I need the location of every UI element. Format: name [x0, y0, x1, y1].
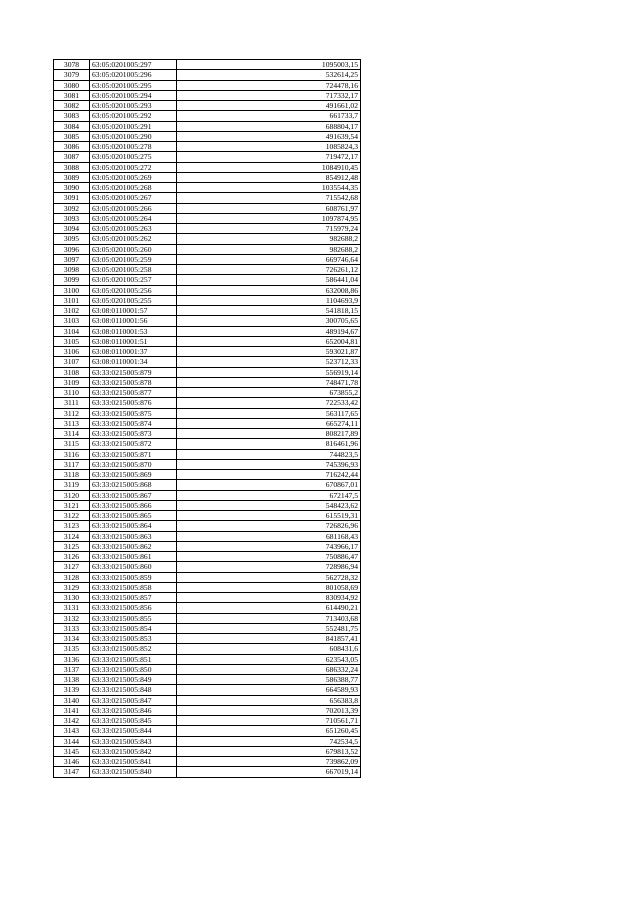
row-number-cell: 3147: [54, 767, 90, 777]
table-row: [54, 429, 361, 439]
value-cell: 742534,5: [177, 736, 361, 746]
cadastral-number-cell: 63:33:0215005:856: [90, 603, 177, 613]
cadastral-number-cell: 63:33:0215005:867: [90, 490, 177, 500]
row-number-cell: 3095: [54, 234, 90, 244]
value-cell: 715542,68: [177, 193, 361, 203]
row-number-cell: 3145: [54, 746, 90, 756]
row-number-cell: 3084: [54, 121, 90, 131]
table-row: [54, 275, 361, 285]
table-row: [54, 326, 361, 336]
row-number-cell: 3105: [54, 336, 90, 346]
value-cell: 801058,69: [177, 582, 361, 592]
value-cell: 300705,65: [177, 316, 361, 326]
table-row: [54, 193, 361, 203]
cadastral-number-cell: 63:05:0201005:267: [90, 193, 177, 203]
cadastral-number-cell: 63:05:0201005:260: [90, 244, 177, 254]
value-cell: 1085824,3: [177, 142, 361, 152]
cadastral-number-cell: 63:08:0110001:53: [90, 326, 177, 336]
value-cell: 982688,2: [177, 244, 361, 254]
cadastral-number-cell: 63:33:0215005:846: [90, 705, 177, 715]
value-cell: 710561,71: [177, 716, 361, 726]
value-cell: 686332,24: [177, 664, 361, 674]
table-row: [54, 736, 361, 746]
row-number-cell: 3135: [54, 644, 90, 654]
row-number-cell: 3139: [54, 685, 90, 695]
cadastral-number-cell: 63:33:0215005:877: [90, 388, 177, 398]
value-cell: 726261,12: [177, 265, 361, 275]
table-row: [54, 234, 361, 244]
table-row: [54, 172, 361, 182]
row-number-cell: 3138: [54, 675, 90, 685]
table-row: [54, 121, 361, 131]
table-row: [54, 480, 361, 490]
cadastral-number-cell: 63:33:0215005:847: [90, 695, 177, 705]
table-row: [54, 757, 361, 767]
table-row: [54, 675, 361, 685]
table-row: [54, 500, 361, 510]
row-number-cell: 3078: [54, 60, 90, 70]
table-row: [54, 265, 361, 275]
row-number-cell: 3098: [54, 265, 90, 275]
table-row: [54, 336, 361, 346]
table-row: [54, 654, 361, 664]
value-cell: 491661,02: [177, 101, 361, 111]
table-row: [54, 603, 361, 613]
cadastral-number-cell: 63:33:0215005:855: [90, 613, 177, 623]
row-number-cell: 3136: [54, 654, 90, 664]
value-cell: 523712,33: [177, 357, 361, 367]
row-number-cell: 3094: [54, 224, 90, 234]
table-row: [54, 572, 361, 582]
table-row: [54, 685, 361, 695]
table-row: [54, 101, 361, 111]
row-number-cell: 3085: [54, 131, 90, 141]
cadastral-number-cell: 63:08:0110001:51: [90, 336, 177, 346]
cadastral-number-cell: 63:05:0201005:294: [90, 90, 177, 100]
table-row: [54, 377, 361, 387]
value-cell: 1095003,15: [177, 60, 361, 70]
row-number-cell: 3133: [54, 623, 90, 633]
row-number-cell: 3123: [54, 521, 90, 531]
value-cell: 623543,05: [177, 654, 361, 664]
table-row: [54, 552, 361, 562]
cadastral-number-cell: 63:33:0215005:850: [90, 664, 177, 674]
row-number-cell: 3141: [54, 705, 90, 715]
value-cell: 748471,78: [177, 377, 361, 387]
cadastral-number-cell: 63:33:0215005:843: [90, 736, 177, 746]
table-row: [54, 521, 361, 531]
cadastral-number-cell: 63:05:0201005:278: [90, 142, 177, 152]
cadastral-number-cell: 63:05:0201005:266: [90, 203, 177, 213]
cadastral-number-cell: 63:05:0201005:264: [90, 213, 177, 223]
table-row: [54, 285, 361, 295]
cadastral-number-cell: 63:05:0201005:268: [90, 183, 177, 193]
table-row: [54, 531, 361, 541]
cadastral-number-cell: 63:05:0201005:256: [90, 285, 177, 295]
cadastral-number-cell: 63:08:0110001:57: [90, 306, 177, 316]
value-cell: 593021,87: [177, 347, 361, 357]
table-row: [54, 439, 361, 449]
row-number-cell: 3115: [54, 439, 90, 449]
value-cell: 726826,96: [177, 521, 361, 531]
value-cell: 548423,62: [177, 500, 361, 510]
cadastral-number-cell: 63:08:0110001:37: [90, 347, 177, 357]
table-row: [54, 644, 361, 654]
table-row: [54, 244, 361, 254]
row-number-cell: 3092: [54, 203, 90, 213]
row-number-cell: 3102: [54, 306, 90, 316]
cadastral-number-cell: 63:33:0215005:859: [90, 572, 177, 582]
table-row: [54, 203, 361, 213]
row-number-cell: 3128: [54, 572, 90, 582]
cadastral-number-cell: 63:33:0215005:871: [90, 449, 177, 459]
table-row: [54, 367, 361, 377]
table-row: [54, 90, 361, 100]
cadastral-number-cell: 63:05:0201005:262: [90, 234, 177, 244]
value-cell: 679813,52: [177, 746, 361, 756]
value-cell: 982688,2: [177, 234, 361, 244]
table-row: [54, 254, 361, 264]
table-row: [54, 634, 361, 644]
row-number-cell: 3118: [54, 470, 90, 480]
cadastral-number-cell: 63:05:0201005:269: [90, 172, 177, 182]
table-row: [54, 623, 361, 633]
row-number-cell: 3080: [54, 80, 90, 90]
table-row: [54, 60, 361, 70]
table-row: [54, 70, 361, 80]
table-row: [54, 726, 361, 736]
row-number-cell: 3130: [54, 593, 90, 603]
value-cell: 670867,01: [177, 480, 361, 490]
row-number-cell: 3132: [54, 613, 90, 623]
row-number-cell: 3111: [54, 398, 90, 408]
cadastral-number-cell: 63:33:0215005:854: [90, 623, 177, 633]
value-cell: 532614,25: [177, 70, 361, 80]
cadastral-number-cell: 63:33:0215005:868: [90, 480, 177, 490]
row-number-cell: 3134: [54, 634, 90, 644]
value-cell: 743966,17: [177, 541, 361, 551]
value-cell: 489194,67: [177, 326, 361, 336]
table-row: [54, 295, 361, 305]
row-number-cell: 3097: [54, 254, 90, 264]
table-row: [54, 388, 361, 398]
row-number-cell: 3109: [54, 377, 90, 387]
cadastral-number-cell: 63:33:0215005:860: [90, 562, 177, 572]
cadastral-number-cell: 63:33:0215005:842: [90, 746, 177, 756]
table-row: [54, 459, 361, 469]
table-row: [54, 316, 361, 326]
value-cell: 724478,16: [177, 80, 361, 90]
row-number-cell: 3122: [54, 511, 90, 521]
value-cell: 713403,68: [177, 613, 361, 623]
value-cell: 667019,14: [177, 767, 361, 777]
value-cell: 552481,75: [177, 623, 361, 633]
cadastral-number-cell: 63:05:0201005:290: [90, 131, 177, 141]
row-number-cell: 3113: [54, 418, 90, 428]
row-number-cell: 3125: [54, 541, 90, 551]
row-number-cell: 3119: [54, 480, 90, 490]
value-cell: 688804,17: [177, 121, 361, 131]
row-number-cell: 3099: [54, 275, 90, 285]
value-cell: 491639,54: [177, 131, 361, 141]
cadastral-number-cell: 63:33:0215005:873: [90, 429, 177, 439]
row-number-cell: 3114: [54, 429, 90, 439]
value-cell: 608761,97: [177, 203, 361, 213]
value-cell: 672147,5: [177, 490, 361, 500]
value-cell: 681168,43: [177, 531, 361, 541]
row-number-cell: 3143: [54, 726, 90, 736]
row-number-cell: 3127: [54, 562, 90, 572]
row-number-cell: 3137: [54, 664, 90, 674]
cadastral-number-cell: 63:33:0215005:840: [90, 767, 177, 777]
cadastral-number-cell: 63:05:0201005:259: [90, 254, 177, 264]
cadastral-number-cell: 63:08:0110001:34: [90, 357, 177, 367]
cadastral-number-cell: 63:05:0201005:295: [90, 80, 177, 90]
table-row: [54, 398, 361, 408]
cadastral-number-cell: 63:05:0201005:291: [90, 121, 177, 131]
cadastral-number-cell: 63:05:0201005:263: [90, 224, 177, 234]
row-number-cell: 3104: [54, 326, 90, 336]
value-cell: 722533,42: [177, 398, 361, 408]
cadastral-number-cell: 63:05:0201005:292: [90, 111, 177, 121]
value-cell: 745396,93: [177, 459, 361, 469]
value-cell: 541818,15: [177, 306, 361, 316]
cadastral-number-cell: 63:33:0215005:844: [90, 726, 177, 736]
value-cell: 664589,93: [177, 685, 361, 695]
table-row: [54, 511, 361, 521]
table-row: [54, 582, 361, 592]
value-cell: 830934,92: [177, 593, 361, 603]
value-cell: 750886,47: [177, 552, 361, 562]
row-number-cell: 3108: [54, 367, 90, 377]
row-number-cell: 3088: [54, 162, 90, 172]
table-row: [54, 613, 361, 623]
value-cell: 1084910,45: [177, 162, 361, 172]
cadastral-number-cell: 63:33:0215005:841: [90, 757, 177, 767]
value-cell: 614490,21: [177, 603, 361, 613]
cadastral-number-cell: 63:33:0215005:853: [90, 634, 177, 644]
table-row: [54, 562, 361, 572]
cadastral-number-cell: 63:33:0215005:876: [90, 398, 177, 408]
row-number-cell: 3087: [54, 152, 90, 162]
table-row: [54, 152, 361, 162]
cadastral-number-cell: 63:08:0110001:56: [90, 316, 177, 326]
cadastral-number-cell: 63:33:0215005:863: [90, 531, 177, 541]
table-row: [54, 593, 361, 603]
row-number-cell: 3126: [54, 552, 90, 562]
table-row: [54, 705, 361, 715]
value-cell: 586388,77: [177, 675, 361, 685]
value-cell: 665274,11: [177, 418, 361, 428]
cadastral-number-cell: 63:33:0215005:857: [90, 593, 177, 603]
table-row: [54, 746, 361, 756]
row-number-cell: 3096: [54, 244, 90, 254]
row-number-cell: 3131: [54, 603, 90, 613]
value-cell: 719472,17: [177, 152, 361, 162]
cadastral-number-cell: 63:33:0215005:865: [90, 511, 177, 521]
value-cell: 728986,94: [177, 562, 361, 572]
table-row: [54, 664, 361, 674]
row-number-cell: 3107: [54, 357, 90, 367]
row-number-cell: 3121: [54, 500, 90, 510]
cadastral-number-cell: 63:05:0201005:297: [90, 60, 177, 70]
table-row: [54, 224, 361, 234]
row-number-cell: 3142: [54, 716, 90, 726]
table-row: [54, 80, 361, 90]
row-number-cell: 3081: [54, 90, 90, 100]
row-number-cell: 3101: [54, 295, 90, 305]
value-cell: 717332,17: [177, 90, 361, 100]
value-cell: 808217,89: [177, 429, 361, 439]
value-cell: 651260,45: [177, 726, 361, 736]
cadastral-number-cell: 63:05:0201005:293: [90, 101, 177, 111]
row-number-cell: 3112: [54, 408, 90, 418]
value-cell: 702013,39: [177, 705, 361, 715]
cadastral-number-cell: 63:33:0215005:870: [90, 459, 177, 469]
value-cell: 854912,48: [177, 172, 361, 182]
row-number-cell: 3079: [54, 70, 90, 80]
row-number-cell: 3144: [54, 736, 90, 746]
cadastral-number-cell: 63:33:0215005:864: [90, 521, 177, 531]
cadastral-number-cell: 63:33:0215005:852: [90, 644, 177, 654]
row-number-cell: 3146: [54, 757, 90, 767]
table-row: [54, 183, 361, 193]
table-row: [54, 213, 361, 223]
row-number-cell: 3110: [54, 388, 90, 398]
row-number-cell: 3120: [54, 490, 90, 500]
cadastral-number-cell: 63:05:0201005:275: [90, 152, 177, 162]
value-cell: 816461,96: [177, 439, 361, 449]
table-row: [54, 162, 361, 172]
value-cell: 669746,64: [177, 254, 361, 264]
value-cell: 615519,31: [177, 511, 361, 521]
row-number-cell: 3117: [54, 459, 90, 469]
value-cell: 716242,44: [177, 470, 361, 480]
row-number-cell: 3093: [54, 213, 90, 223]
cadastral-number-cell: 63:33:0215005:851: [90, 654, 177, 664]
row-number-cell: 3106: [54, 347, 90, 357]
table-row: [54, 695, 361, 705]
value-cell: 608431,6: [177, 644, 361, 654]
table-row: [54, 142, 361, 152]
value-cell: 652004,81: [177, 336, 361, 346]
row-number-cell: 3129: [54, 582, 90, 592]
value-cell: 586441,04: [177, 275, 361, 285]
cadastral-number-cell: 63:33:0215005:869: [90, 470, 177, 480]
value-cell: 715979,24: [177, 224, 361, 234]
row-number-cell: 3086: [54, 142, 90, 152]
cadastral-number-cell: 63:33:0215005:861: [90, 552, 177, 562]
cadastral-number-cell: 63:33:0215005:848: [90, 685, 177, 695]
table-row: [54, 716, 361, 726]
cadastral-number-cell: 63:33:0215005:866: [90, 500, 177, 510]
value-cell: 841857,41: [177, 634, 361, 644]
cadastral-number-cell: 63:33:0215005:862: [90, 541, 177, 551]
cadastral-number-cell: 63:33:0215005:872: [90, 439, 177, 449]
row-number-cell: 3100: [54, 285, 90, 295]
row-number-cell: 3082: [54, 101, 90, 111]
value-cell: 673855,2: [177, 388, 361, 398]
table-row: [54, 490, 361, 500]
value-cell: 744823,5: [177, 449, 361, 459]
row-number-cell: 3091: [54, 193, 90, 203]
cadastral-number-cell: 63:05:0201005:296: [90, 70, 177, 80]
cadastral-number-cell: 63:33:0215005:874: [90, 418, 177, 428]
row-number-cell: 3124: [54, 531, 90, 541]
table-row: [54, 131, 361, 141]
row-number-cell: 3089: [54, 172, 90, 182]
cadastral-number-cell: 63:05:0201005:272: [90, 162, 177, 172]
row-number-cell: 3083: [54, 111, 90, 121]
table-row: [54, 541, 361, 551]
value-cell: 1097874,95: [177, 213, 361, 223]
table-row: [54, 306, 361, 316]
table-row: [54, 357, 361, 367]
cadastral-number-cell: 63:05:0201005:255: [90, 295, 177, 305]
row-number-cell: 3103: [54, 316, 90, 326]
cadastral-number-cell: 63:33:0215005:879: [90, 367, 177, 377]
table-row: [54, 408, 361, 418]
table-row: [54, 449, 361, 459]
table-row: [54, 470, 361, 480]
value-cell: 632008,86: [177, 285, 361, 295]
table-row: [54, 111, 361, 121]
row-number-cell: 3140: [54, 695, 90, 705]
value-cell: 1035544,35: [177, 183, 361, 193]
value-cell: 562728,32: [177, 572, 361, 582]
table-row: [54, 418, 361, 428]
row-number-cell: 3090: [54, 183, 90, 193]
cadastral-number-cell: 63:33:0215005:875: [90, 408, 177, 418]
table-body: [54, 60, 361, 778]
table-row: [54, 347, 361, 357]
row-number-cell: 3116: [54, 449, 90, 459]
value-cell: 556919,14: [177, 367, 361, 377]
value-cell: 563117,65: [177, 408, 361, 418]
cadastral-number-cell: 63:05:0201005:258: [90, 265, 177, 275]
cadastral-number-cell: 63:33:0215005:845: [90, 716, 177, 726]
cadastral-number-cell: 63:05:0201005:257: [90, 275, 177, 285]
value-cell: 661733,7: [177, 111, 361, 121]
value-cell: 739862,09: [177, 757, 361, 767]
cadastral-value-table: [53, 59, 361, 778]
cadastral-number-cell: 63:33:0215005:878: [90, 377, 177, 387]
value-cell: 1104693,9: [177, 295, 361, 305]
cadastral-number-cell: 63:33:0215005:849: [90, 675, 177, 685]
value-cell: 656383,8: [177, 695, 361, 705]
cadastral-number-cell: 63:33:0215005:858: [90, 582, 177, 592]
table-row: [54, 767, 361, 777]
